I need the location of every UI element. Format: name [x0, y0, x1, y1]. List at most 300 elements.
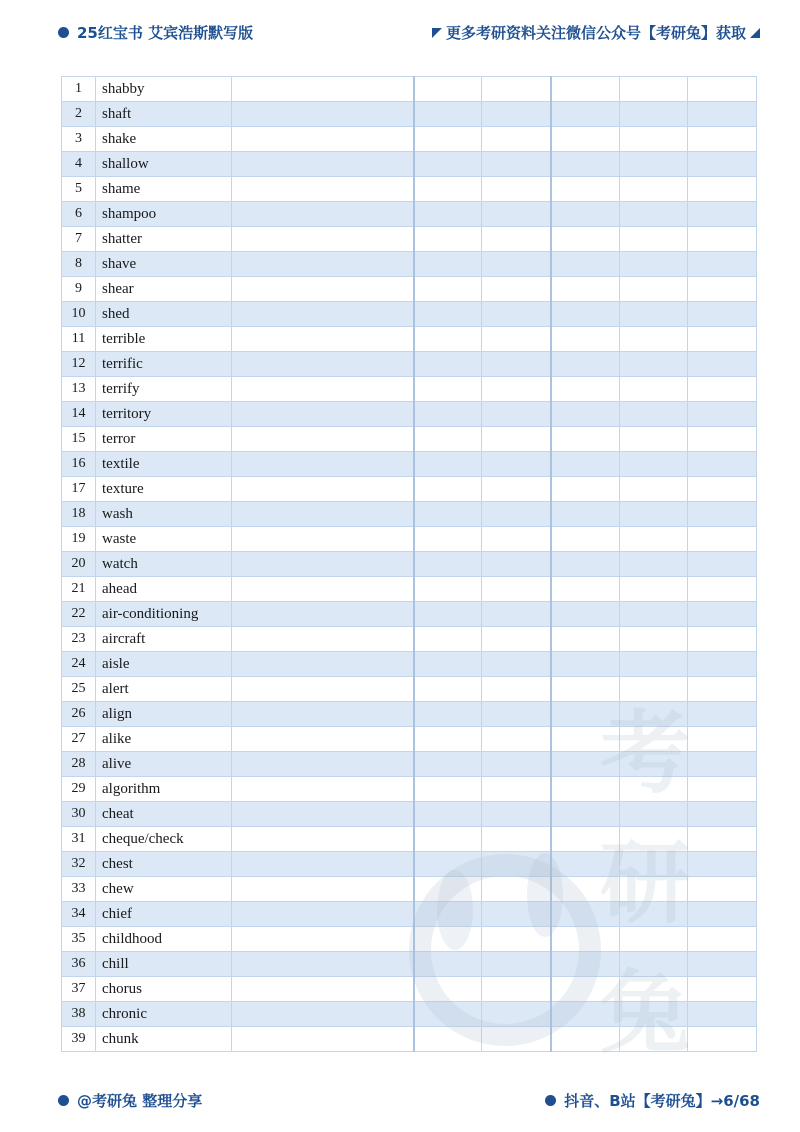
dictation-cell[interactable]	[551, 702, 620, 727]
dictation-cell[interactable]	[688, 402, 757, 427]
dictation-cell[interactable]	[414, 1027, 482, 1052]
row-number: 10	[62, 302, 96, 327]
dictation-cell[interactable]	[551, 102, 620, 127]
dictation-cell[interactable]	[551, 202, 620, 227]
dictation-cell[interactable]	[620, 452, 688, 477]
dictation-cell[interactable]	[620, 202, 688, 227]
dictation-cell[interactable]	[482, 902, 551, 927]
dictation-cell[interactable]	[232, 727, 414, 752]
dictation-cell[interactable]	[551, 602, 620, 627]
dictation-cell[interactable]	[620, 327, 688, 352]
dictation-cell[interactable]	[232, 477, 414, 502]
vocab-word: chest	[96, 852, 232, 877]
dictation-cell[interactable]	[688, 977, 757, 1002]
dictation-cell[interactable]	[620, 552, 688, 577]
dictation-cell[interactable]	[688, 227, 757, 252]
dictation-cell[interactable]	[482, 327, 551, 352]
dictation-cell[interactable]	[688, 902, 757, 927]
dictation-cell[interactable]	[232, 627, 414, 652]
dictation-cell[interactable]	[688, 452, 757, 477]
dictation-cell[interactable]	[620, 727, 688, 752]
dictation-cell[interactable]	[620, 652, 688, 677]
dictation-cell[interactable]	[482, 1002, 551, 1027]
dictation-cell[interactable]	[232, 552, 414, 577]
dictation-cell[interactable]	[620, 352, 688, 377]
row-number: 38	[62, 1002, 96, 1027]
dictation-cell[interactable]	[414, 677, 482, 702]
dictation-cell[interactable]	[414, 427, 482, 452]
dictation-cell[interactable]	[620, 677, 688, 702]
dictation-cell[interactable]	[482, 527, 551, 552]
corner-triangle-icon	[750, 28, 760, 38]
dictation-cell[interactable]	[482, 352, 551, 377]
dictation-cell[interactable]	[482, 152, 551, 177]
dictation-cell[interactable]	[620, 277, 688, 302]
dictation-cell[interactable]	[551, 152, 620, 177]
dictation-cell[interactable]	[620, 102, 688, 127]
dictation-cell[interactable]	[414, 602, 482, 627]
dictation-cell[interactable]	[688, 177, 757, 202]
dictation-cell[interactable]	[620, 852, 688, 877]
dictation-cell[interactable]	[232, 152, 414, 177]
row-number: 26	[62, 702, 96, 727]
dictation-cell[interactable]	[414, 102, 482, 127]
vocab-word: air-conditioning	[96, 602, 232, 627]
dictation-cell[interactable]	[482, 77, 551, 102]
dictation-cell[interactable]	[620, 752, 688, 777]
vocab-word: terrify	[96, 377, 232, 402]
dictation-cell[interactable]	[232, 127, 414, 152]
dictation-cell[interactable]	[482, 377, 551, 402]
dictation-cell[interactable]	[620, 177, 688, 202]
dictation-cell[interactable]	[551, 977, 620, 1002]
dictation-cell[interactable]	[482, 1027, 551, 1052]
dictation-cell[interactable]	[232, 877, 414, 902]
dictation-cell[interactable]	[232, 952, 414, 977]
vocab-word: chill	[96, 952, 232, 977]
dictation-cell[interactable]	[688, 327, 757, 352]
dictation-cell[interactable]	[551, 502, 620, 527]
dictation-cell[interactable]	[688, 1027, 757, 1052]
dictation-cell[interactable]	[482, 252, 551, 277]
dictation-cell[interactable]	[688, 202, 757, 227]
table-row	[62, 327, 757, 352]
dictation-cell[interactable]	[414, 352, 482, 377]
dictation-cell[interactable]	[620, 602, 688, 627]
dictation-cell[interactable]	[688, 877, 757, 902]
dictation-cell[interactable]	[551, 927, 620, 952]
dictation-cell[interactable]	[688, 77, 757, 102]
dictation-cell[interactable]	[482, 827, 551, 852]
dictation-cell[interactable]	[414, 777, 482, 802]
dictation-cell[interactable]	[551, 402, 620, 427]
dictation-cell[interactable]	[551, 277, 620, 302]
dictation-cell[interactable]	[232, 227, 414, 252]
dictation-cell[interactable]	[232, 502, 414, 527]
dictation-cell[interactable]	[620, 952, 688, 977]
dictation-cell[interactable]	[551, 377, 620, 402]
dictation-cell[interactable]	[414, 702, 482, 727]
dictation-cell[interactable]	[414, 302, 482, 327]
dictation-cell[interactable]	[414, 152, 482, 177]
table-row	[62, 752, 757, 777]
dictation-cell[interactable]	[414, 502, 482, 527]
dictation-cell[interactable]	[551, 227, 620, 252]
dictation-cell[interactable]	[620, 502, 688, 527]
dictation-cell[interactable]	[482, 277, 551, 302]
dictation-cell[interactable]	[688, 802, 757, 827]
vocab-word: shake	[96, 127, 232, 152]
table-row	[62, 427, 757, 452]
table-row	[62, 402, 757, 427]
word-table-body	[62, 77, 757, 1052]
dictation-cell[interactable]	[551, 527, 620, 552]
vocab-word: cheque/check	[96, 827, 232, 852]
dictation-cell[interactable]	[688, 727, 757, 752]
dictation-cell[interactable]	[551, 427, 620, 452]
table-row	[62, 627, 757, 652]
dictation-cell[interactable]	[232, 402, 414, 427]
dictation-cell[interactable]	[551, 902, 620, 927]
dictation-cell[interactable]	[232, 302, 414, 327]
vocab-word: terrific	[96, 352, 232, 377]
table-row	[62, 1002, 757, 1027]
dictation-cell[interactable]	[482, 577, 551, 602]
dictation-cell[interactable]	[688, 502, 757, 527]
dictation-cell[interactable]	[232, 327, 414, 352]
dictation-cell[interactable]	[414, 652, 482, 677]
dictation-cell[interactable]	[688, 777, 757, 802]
dictation-cell[interactable]	[688, 152, 757, 177]
vocab-word: texture	[96, 477, 232, 502]
table-row	[62, 527, 757, 552]
dictation-cell[interactable]	[551, 352, 620, 377]
dictation-cell[interactable]	[551, 577, 620, 602]
vocab-word: shallow	[96, 152, 232, 177]
row-number: 33	[62, 877, 96, 902]
dictation-cell[interactable]	[620, 252, 688, 277]
dictation-cell[interactable]	[232, 352, 414, 377]
table-row	[62, 152, 757, 177]
dictation-cell[interactable]	[482, 877, 551, 902]
table-row	[62, 102, 757, 127]
dictation-cell[interactable]	[688, 702, 757, 727]
dictation-cell[interactable]	[620, 477, 688, 502]
dictation-cell[interactable]	[482, 952, 551, 977]
dictation-cell[interactable]	[414, 127, 482, 152]
dictation-cell[interactable]	[688, 102, 757, 127]
dictation-cell[interactable]	[232, 677, 414, 702]
dictation-cell[interactable]	[482, 402, 551, 427]
dictation-cell[interactable]	[482, 427, 551, 452]
dictation-cell[interactable]	[551, 827, 620, 852]
dictation-cell[interactable]	[414, 577, 482, 602]
vocab-word: chunk	[96, 1027, 232, 1052]
dictation-cell[interactable]	[620, 777, 688, 802]
dictation-cell[interactable]	[232, 577, 414, 602]
row-number: 15	[62, 427, 96, 452]
dictation-cell[interactable]	[551, 1002, 620, 1027]
dictation-cell[interactable]	[232, 1002, 414, 1027]
dictation-cell[interactable]	[620, 827, 688, 852]
dictation-cell[interactable]	[482, 627, 551, 652]
dictation-cell[interactable]	[414, 327, 482, 352]
dictation-cell[interactable]	[414, 902, 482, 927]
vocab-word: watch	[96, 552, 232, 577]
dictation-cell[interactable]	[482, 677, 551, 702]
dictation-cell[interactable]	[688, 427, 757, 452]
dictation-cell[interactable]	[482, 227, 551, 252]
row-number: 20	[62, 552, 96, 577]
dictation-cell[interactable]	[482, 702, 551, 727]
dictation-cell[interactable]	[414, 402, 482, 427]
dictation-cell[interactable]	[551, 752, 620, 777]
dictation-cell[interactable]	[232, 977, 414, 1002]
dictation-cell[interactable]	[688, 352, 757, 377]
dictation-cell[interactable]	[414, 827, 482, 852]
dictation-cell[interactable]	[232, 202, 414, 227]
vocab-word: alert	[96, 677, 232, 702]
dictation-cell[interactable]	[414, 877, 482, 902]
dictation-cell[interactable]	[414, 277, 482, 302]
table-row	[62, 477, 757, 502]
row-number: 39	[62, 1027, 96, 1052]
dictation-cell[interactable]	[688, 302, 757, 327]
dictation-cell[interactable]	[620, 627, 688, 652]
dictation-cell[interactable]	[688, 927, 757, 952]
dictation-cell[interactable]	[232, 177, 414, 202]
dictation-cell[interactable]	[414, 527, 482, 552]
word-dictation-table	[61, 76, 757, 1052]
dictation-cell[interactable]	[551, 127, 620, 152]
dictation-cell[interactable]	[620, 402, 688, 427]
dictation-cell[interactable]	[551, 952, 620, 977]
dictation-cell[interactable]	[551, 302, 620, 327]
footer-left	[58, 1090, 202, 1111]
dictation-cell[interactable]	[551, 677, 620, 702]
dictation-cell[interactable]	[232, 827, 414, 852]
dictation-cell[interactable]	[688, 602, 757, 627]
footer-right	[545, 1090, 760, 1111]
table-row	[62, 977, 757, 1002]
dictation-cell[interactable]	[414, 202, 482, 227]
dictation-cell[interactable]	[232, 102, 414, 127]
dictation-cell[interactable]	[414, 377, 482, 402]
dictation-cell[interactable]	[688, 277, 757, 302]
dictation-cell[interactable]	[482, 127, 551, 152]
dictation-cell[interactable]	[482, 652, 551, 677]
dictation-cell[interactable]	[482, 852, 551, 877]
vocab-word: algorithm	[96, 777, 232, 802]
vocab-word: shear	[96, 277, 232, 302]
row-number: 28	[62, 752, 96, 777]
page-footer	[0, 1086, 800, 1116]
dictation-cell[interactable]	[688, 627, 757, 652]
table-row	[62, 352, 757, 377]
dictation-cell[interactable]	[414, 477, 482, 502]
dictation-cell[interactable]	[482, 977, 551, 1002]
vocab-word: aisle	[96, 652, 232, 677]
dictation-cell[interactable]	[688, 652, 757, 677]
dictation-cell[interactable]	[232, 277, 414, 302]
dictation-cell[interactable]	[688, 377, 757, 402]
dictation-cell[interactable]	[551, 177, 620, 202]
dictation-cell[interactable]	[620, 302, 688, 327]
dictation-cell[interactable]	[620, 527, 688, 552]
dictation-cell[interactable]	[482, 552, 551, 577]
dictation-cell[interactable]	[551, 652, 620, 677]
dictation-cell[interactable]	[688, 127, 757, 152]
dictation-cell[interactable]	[688, 827, 757, 852]
row-number: 11	[62, 327, 96, 352]
dictation-cell[interactable]	[551, 777, 620, 802]
dictation-cell[interactable]	[551, 252, 620, 277]
table-row	[62, 677, 757, 702]
dictation-cell[interactable]	[414, 752, 482, 777]
dictation-cell[interactable]	[232, 602, 414, 627]
dictation-cell[interactable]	[688, 477, 757, 502]
dictation-cell[interactable]	[551, 802, 620, 827]
table-row	[62, 577, 757, 602]
dictation-cell[interactable]	[414, 452, 482, 477]
dictation-cell[interactable]	[620, 1002, 688, 1027]
dictation-cell[interactable]	[482, 802, 551, 827]
dictation-cell[interactable]	[232, 77, 414, 102]
row-number: 36	[62, 952, 96, 977]
dictation-cell[interactable]	[482, 452, 551, 477]
dictation-cell[interactable]	[482, 102, 551, 127]
vocab-word: territory	[96, 402, 232, 427]
dictation-cell[interactable]	[688, 677, 757, 702]
dictation-cell[interactable]	[620, 227, 688, 252]
dictation-cell[interactable]	[620, 577, 688, 602]
table-row	[62, 952, 757, 977]
dictation-cell[interactable]	[232, 702, 414, 727]
dictation-cell[interactable]	[414, 927, 482, 952]
dictation-cell[interactable]	[551, 477, 620, 502]
dictation-cell[interactable]	[414, 552, 482, 577]
header-promo-text: 更多考研资料关注微信公众号【考研兔】获取	[445, 24, 746, 42]
dictation-cell[interactable]	[414, 177, 482, 202]
dictation-cell[interactable]	[232, 927, 414, 952]
vocab-word: shabby	[96, 77, 232, 102]
dictation-cell[interactable]	[232, 652, 414, 677]
dictation-cell[interactable]	[232, 427, 414, 452]
dictation-cell[interactable]	[232, 752, 414, 777]
dictation-cell[interactable]	[620, 127, 688, 152]
dictation-cell[interactable]	[232, 802, 414, 827]
dictation-cell[interactable]	[232, 777, 414, 802]
dictation-cell[interactable]	[414, 852, 482, 877]
dictation-cell[interactable]	[232, 377, 414, 402]
dictation-cell[interactable]	[551, 727, 620, 752]
dictation-cell[interactable]	[232, 852, 414, 877]
dictation-cell[interactable]	[688, 952, 757, 977]
dictation-cell[interactable]	[482, 177, 551, 202]
dictation-cell[interactable]	[688, 577, 757, 602]
dictation-cell[interactable]	[551, 877, 620, 902]
vocab-word: align	[96, 702, 232, 727]
row-number: 12	[62, 352, 96, 377]
vocab-word: textile	[96, 452, 232, 477]
bullet-dot-icon	[545, 1095, 556, 1106]
dictation-cell[interactable]	[414, 977, 482, 1002]
dictation-cell[interactable]	[551, 552, 620, 577]
dictation-cell[interactable]	[551, 627, 620, 652]
dictation-cell[interactable]	[414, 802, 482, 827]
dictation-cell[interactable]	[620, 977, 688, 1002]
dictation-cell[interactable]	[551, 452, 620, 477]
dictation-cell[interactable]	[551, 1027, 620, 1052]
bullet-dot-icon	[58, 27, 69, 38]
dictation-cell[interactable]	[620, 902, 688, 927]
dictation-cell[interactable]	[414, 77, 482, 102]
dictation-cell[interactable]	[232, 452, 414, 477]
dictation-cell[interactable]	[551, 327, 620, 352]
dictation-cell[interactable]	[414, 952, 482, 977]
row-number: 35	[62, 927, 96, 952]
dictation-cell[interactable]	[414, 727, 482, 752]
dictation-cell[interactable]	[620, 152, 688, 177]
dictation-cell[interactable]	[551, 852, 620, 877]
dictation-cell[interactable]	[414, 252, 482, 277]
dictation-cell[interactable]	[232, 527, 414, 552]
dictation-cell[interactable]	[482, 752, 551, 777]
dictation-cell[interactable]	[414, 627, 482, 652]
dictation-cell[interactable]	[620, 1027, 688, 1052]
table-row	[62, 227, 757, 252]
dictation-cell[interactable]	[232, 252, 414, 277]
dictation-cell[interactable]	[232, 902, 414, 927]
row-number: 37	[62, 977, 96, 1002]
dictation-cell[interactable]	[482, 202, 551, 227]
dictation-cell[interactable]	[482, 777, 551, 802]
row-number: 3	[62, 127, 96, 152]
dictation-cell[interactable]	[688, 252, 757, 277]
dictation-cell[interactable]	[482, 602, 551, 627]
table-row	[62, 202, 757, 227]
dictation-cell[interactable]	[620, 77, 688, 102]
table-row	[62, 1027, 757, 1052]
dictation-cell[interactable]	[482, 502, 551, 527]
dictation-cell[interactable]	[482, 927, 551, 952]
dictation-cell[interactable]	[688, 852, 757, 877]
dictation-cell[interactable]	[414, 1002, 482, 1027]
dictation-cell[interactable]	[688, 752, 757, 777]
dictation-cell[interactable]	[414, 227, 482, 252]
header-left	[58, 22, 253, 43]
bullet-dot-icon	[58, 1095, 69, 1106]
footer-page-info: 抖音、B站【考研兔】→6/68	[564, 1092, 760, 1110]
dictation-cell[interactable]	[620, 427, 688, 452]
table-row	[62, 302, 757, 327]
dictation-cell[interactable]	[551, 77, 620, 102]
dictation-cell[interactable]	[482, 727, 551, 752]
dictation-cell[interactable]	[620, 877, 688, 902]
dictation-cell[interactable]	[688, 527, 757, 552]
dictation-cell[interactable]	[482, 477, 551, 502]
dictation-cell[interactable]	[620, 927, 688, 952]
vocab-word: chew	[96, 877, 232, 902]
dictation-cell[interactable]	[620, 802, 688, 827]
dictation-cell[interactable]	[482, 302, 551, 327]
dictation-cell[interactable]	[688, 552, 757, 577]
dictation-cell[interactable]	[620, 702, 688, 727]
dictation-cell[interactable]	[620, 377, 688, 402]
dictation-cell[interactable]	[232, 1027, 414, 1052]
dictation-cell[interactable]	[688, 1002, 757, 1027]
row-number: 18	[62, 502, 96, 527]
